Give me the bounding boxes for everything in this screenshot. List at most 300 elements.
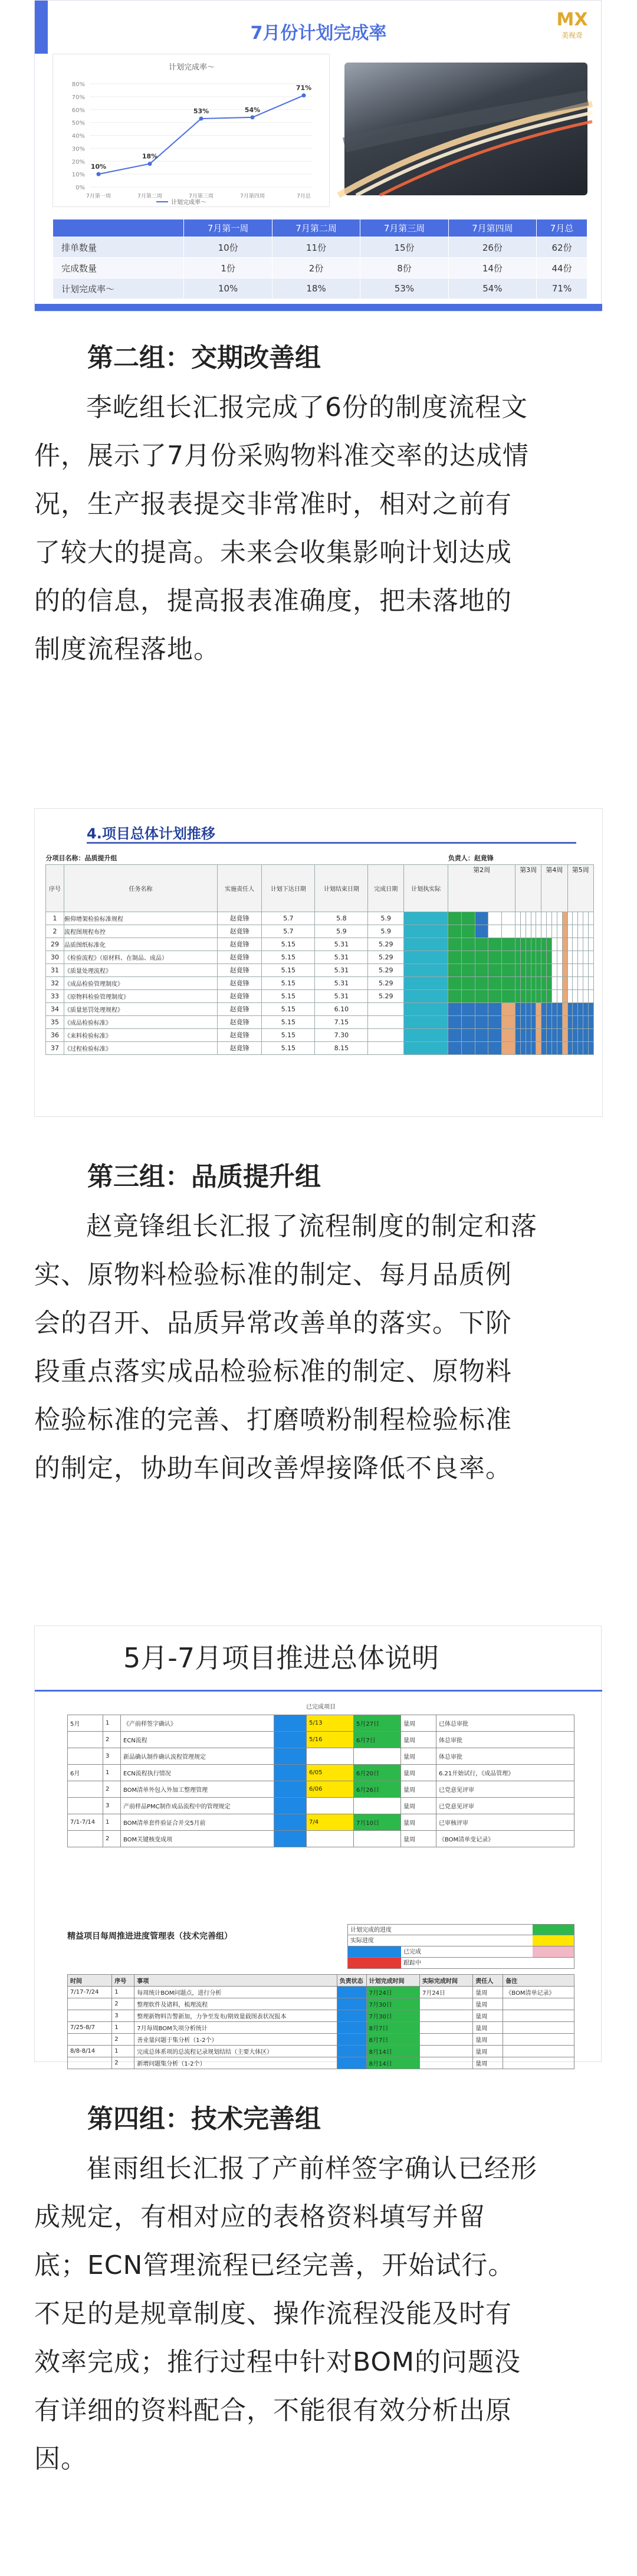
gantt-bar-cell <box>573 963 578 976</box>
gantt-bar-cell <box>462 989 475 1002</box>
gantt-bar-cell <box>557 938 562 951</box>
gantt-cell: 品质图纸标准化 <box>64 938 218 951</box>
gantt-bar-cell <box>462 1041 475 1054</box>
progress-cell <box>337 1998 366 2010</box>
progress-header: 时间 <box>68 1975 112 1987</box>
bar-cell <box>274 1764 307 1781</box>
progress-cell <box>337 2022 366 2034</box>
table-cell: 8份 <box>360 258 448 278</box>
progress-header: 负责状态 <box>337 1975 366 1987</box>
progress-cell: 量周 <box>473 1998 503 2010</box>
gantt-bar-cell <box>515 963 520 976</box>
gantt-bar-cell <box>573 951 578 963</box>
section2-body <box>34 384 603 674</box>
section4-line: 不足的是规章制度、操作流程没能及时有 <box>34 2299 512 2329</box>
progress-cell: 每周统计BOM问题点，进行分析 <box>134 1987 337 1998</box>
table-row <box>53 237 587 258</box>
gantt-cell: 5.7 <box>262 925 315 938</box>
gantt-bar-cell <box>475 912 488 925</box>
gantt-cell: 30 <box>46 951 64 963</box>
progress-cell: 整理软件及诸料，梳理流程 <box>134 1998 337 2010</box>
gantt-bar-cell <box>515 938 520 951</box>
gantt-bar-cell <box>448 925 462 938</box>
section4-line: 底；ECN管理流程已经完善，开始试行。 <box>34 2250 515 2280</box>
progress-header: 责任人 <box>473 1975 503 1987</box>
gantt-bar-cell <box>578 1028 583 1041</box>
note-cell: 已党意见评审 <box>436 1797 574 1814</box>
gantt-bar-cell <box>557 1015 562 1028</box>
gantt-bar-cell <box>562 963 567 976</box>
index-cell: 1 <box>103 1814 121 1830</box>
gantt-cell: 31 <box>46 963 64 976</box>
table-header <box>53 219 184 237</box>
gantt-cell: 流程图规程布控 <box>64 925 218 938</box>
gantt-bar-cell <box>526 938 531 951</box>
gantt-bar-cell <box>475 976 488 989</box>
progress-row <box>68 2046 574 2057</box>
x-tick-label: 7月第四周 <box>240 194 265 199</box>
table-cell: 15份 <box>360 237 448 258</box>
gantt-cell: 《来料检验标准》 <box>64 1028 218 1041</box>
progress-cell: 2 <box>112 2057 134 2069</box>
gantt-cell: 5.15 <box>262 1028 315 1041</box>
gantt-bar-cell <box>448 951 462 963</box>
gantt-cell: 5.29 <box>368 938 404 951</box>
gantt-cell: 8.15 <box>315 1041 368 1054</box>
gantt-cell: 5.15 <box>262 1015 315 1028</box>
table-cell: 54% <box>448 278 536 299</box>
section4-line: 崔雨组长汇报了产前样签字确认已经形 <box>86 2154 537 2184</box>
gantt-bar-cell <box>567 1015 573 1028</box>
data-point <box>97 172 101 176</box>
x-tick-label: 7月总 <box>297 194 311 199</box>
progress-row <box>68 1987 574 1998</box>
date-cell: 7/4 <box>307 1814 354 1830</box>
gantt-bar-cell <box>567 951 573 963</box>
logo-mark: MX <box>556 9 588 30</box>
gantt-bar-cell <box>583 925 589 938</box>
gantt-bar-cell <box>536 1015 541 1028</box>
gantt-row <box>46 989 594 1002</box>
y-tick-label: 50% <box>71 120 85 127</box>
gantt-bar-cell <box>526 1041 531 1054</box>
gantt-cell: 5.31 <box>315 963 368 976</box>
completion-line-chart <box>52 54 330 207</box>
week-header: 第2周 <box>448 864 515 912</box>
gantt-bar-cell <box>583 912 589 925</box>
gantt-cell: 5.31 <box>315 989 368 1002</box>
gantt-bar-cell <box>557 989 562 1002</box>
slide-title: 4.项目总体计划推移 <box>87 825 215 842</box>
gantt-cell: 5.31 <box>315 938 368 951</box>
y-tick-label: 60% <box>71 107 85 114</box>
gantt-cell: 赵竟锋 <box>217 1002 261 1015</box>
table-row <box>53 258 587 278</box>
progress-cell: 8/8-8/14 <box>68 2046 112 2057</box>
gantt-bar-cell <box>583 1028 589 1041</box>
gantt-bar-cell <box>515 989 520 1002</box>
gantt-cell <box>368 1015 404 1028</box>
section4-heading: 第四组：技术完善组 <box>87 2104 321 2134</box>
progress-cell <box>68 1998 112 2010</box>
gantt-bar-cell <box>536 925 541 938</box>
gantt-cell: 5.29 <box>368 951 404 963</box>
progress-cell <box>68 2034 112 2046</box>
gantt-bar-cell <box>589 1002 594 1015</box>
progress-cell <box>419 2034 472 2046</box>
sub-table-title: 精益项目每周推进进度管理表（技术完善组） <box>67 1932 232 1941</box>
progress-cell: 7/17-7/24 <box>68 1987 112 1998</box>
gantt-bar-cell <box>502 925 515 938</box>
gantt-bar-cell <box>573 1041 578 1054</box>
table-header: 7月第二周 <box>272 219 360 237</box>
period-cell: 6月 <box>68 1764 103 1781</box>
gantt-bar-cell <box>541 1002 547 1015</box>
gantt-bar-cell <box>448 1041 462 1054</box>
gantt-bar-cell <box>536 976 541 989</box>
y-tick-label: 10% <box>71 172 85 179</box>
item-cell: BOM清单套件验证合并交5月前 <box>121 1814 274 1830</box>
gantt-bar-cell <box>515 925 520 938</box>
logo-text: 美视奇 <box>561 31 583 40</box>
plan-completion-slide <box>34 0 602 312</box>
table-header: 7月第四周 <box>448 219 536 237</box>
progress-cell: 整理新物料告警新加，力争至发布/期效量载图表状况报本 <box>134 2010 337 2022</box>
gantt-cell: 5.15 <box>262 938 315 951</box>
section3-line: 会的召开、品质异常改善单的落实。下阶 <box>34 1308 512 1338</box>
period-cell <box>68 1781 103 1797</box>
weekly-plan-table <box>52 219 587 299</box>
gantt-bar-cell <box>475 1015 488 1028</box>
progress-cell <box>503 1998 574 2010</box>
gantt-bar-cell <box>573 925 578 938</box>
section4-line: 效率完成；推行过程中针对BOM的问题没 <box>34 2347 521 2377</box>
gantt-bar-cell <box>515 951 520 963</box>
gantt-bar-cell <box>462 963 475 976</box>
gantt-bar-cell <box>531 1002 536 1015</box>
progress-cell: 7月30日 <box>366 1998 419 2010</box>
table-cell: 10% <box>184 278 272 299</box>
gantt-bar-cell <box>475 951 488 963</box>
gantt-bar-cell <box>488 938 502 951</box>
gantt-bar-cell <box>557 976 562 989</box>
section2-line: 的的信息，提高报表准确度，把未落地的 <box>34 586 512 616</box>
project-summary-slide <box>34 1625 602 2067</box>
gantt-bar-cell <box>547 951 552 963</box>
y-tick-label: 70% <box>71 94 85 101</box>
gantt-cell <box>368 1028 404 1041</box>
data-point <box>302 93 306 97</box>
period-cell <box>68 1797 103 1814</box>
gantt-bar-cell <box>462 925 475 938</box>
gantt-bar-cell <box>520 1028 526 1041</box>
status-cell <box>404 912 448 925</box>
table-cell: 44份 <box>537 258 587 278</box>
gantt-cell: 32 <box>46 976 64 989</box>
gantt-bar-cell <box>475 989 488 1002</box>
status-cell <box>404 989 448 1002</box>
progress-cell <box>503 2057 574 2069</box>
gantt-bar-cell <box>536 951 541 963</box>
gantt-cell: 《检验流程》（原材料、在制品、成品） <box>64 951 218 963</box>
gantt-cell: 2 <box>46 925 64 938</box>
gantt-bar-cell <box>589 951 594 963</box>
progress-cell: 完成总体系项的总流程记录规划结结（主要大体区） <box>134 2046 337 2057</box>
date-cell: 5/13 <box>307 1715 354 1731</box>
gantt-bar-cell <box>567 989 573 1002</box>
gantt-bar-cell <box>488 976 502 989</box>
gantt-bar-cell <box>547 1028 552 1041</box>
table-cell: 10份 <box>184 237 272 258</box>
progress-cell <box>503 2034 574 2046</box>
progress-cell <box>503 2046 574 2057</box>
gantt-bar-cell <box>562 912 567 925</box>
gantt-bar-cell <box>502 989 515 1002</box>
gantt-bar-cell <box>536 1028 541 1041</box>
gantt-row <box>46 963 594 976</box>
gantt-cell: 5.9 <box>368 925 404 938</box>
gantt-bar-cell <box>557 1002 562 1015</box>
gantt-cell: 《质量惩罚处理规程》 <box>64 1002 218 1015</box>
note-cell: 体总审批 <box>436 1731 574 1748</box>
chart-svg <box>53 54 330 208</box>
table-cell: 14份 <box>448 258 536 278</box>
project-plan-slide <box>34 808 603 1117</box>
gantt-bar-cell <box>515 976 520 989</box>
table-row <box>53 278 587 299</box>
gantt-bar-cell <box>583 1015 589 1028</box>
gantt-cell: 赵竟锋 <box>217 963 261 976</box>
gantt-bar-cell <box>541 951 547 963</box>
gantt-bar-cell <box>448 1015 462 1028</box>
progress-cell: 量周 <box>473 1987 503 1998</box>
gantt-bar-cell <box>502 1028 515 1041</box>
gantt-bar-cell <box>536 963 541 976</box>
gantt-bar-cell <box>488 1041 502 1054</box>
gantt-bar-cell <box>547 963 552 976</box>
gantt-bar-cell <box>531 976 536 989</box>
section4-line: 因。 <box>34 2444 87 2474</box>
gantt-bar-cell <box>531 912 536 925</box>
gantt-bar-cell <box>567 925 573 938</box>
owner-name: 赵竟锋 <box>474 854 494 862</box>
section3-line: 段重点落实成品检验标准的制定、原物料 <box>34 1356 512 1387</box>
completed-projects-table <box>67 1698 574 1847</box>
gantt-bar-cell <box>475 963 488 976</box>
gantt-bar-cell <box>541 976 547 989</box>
gantt-bar-cell <box>567 963 573 976</box>
progress-row <box>68 2034 574 2046</box>
group-label: 分项目名称：品质提升组 <box>45 854 117 862</box>
gantt-cell: 5.7 <box>262 912 315 925</box>
status-cell <box>404 1028 448 1041</box>
legend-actual: 实际进度 <box>350 1938 374 1944</box>
gantt-bar-cell <box>562 1015 567 1028</box>
gantt-header: 计划下达日期 <box>262 864 315 912</box>
progress-cell: 7/25-8/7 <box>68 2022 112 2034</box>
gantt-cell: 5.9 <box>368 912 404 925</box>
gantt-bar-cell <box>547 989 552 1002</box>
gantt-bar-cell <box>531 1041 536 1054</box>
gantt-bar-cell <box>552 912 557 925</box>
gantt-cell: 《成品检验标准》 <box>64 1015 218 1028</box>
gantt-bar-cell <box>448 1002 462 1015</box>
gantt-cell: 俯仰增架检验标准规程 <box>64 912 218 925</box>
gantt-bar-cell <box>520 963 526 976</box>
highway-night-photo <box>344 63 587 195</box>
table-header: 7月第三周 <box>360 219 448 237</box>
progress-cell: 7月30日 <box>366 2010 419 2022</box>
gantt-bar-cell <box>578 925 583 938</box>
gantt-cell: 5.15 <box>262 951 315 963</box>
gantt-bar-cell <box>578 938 583 951</box>
period-cell <box>68 1731 103 1748</box>
section3-line: 检验标准的完善、打磨喷粉制程检验标准 <box>34 1405 512 1435</box>
table-cell: 1份 <box>184 258 272 278</box>
gantt-header: 实施责任人 <box>217 864 261 912</box>
note-cell: 已党意见评审 <box>436 1781 574 1797</box>
progress-cell: 7月24日 <box>366 1987 419 1998</box>
gantt-bar-cell <box>462 912 475 925</box>
date-cell: 6/06 <box>307 1781 354 1797</box>
owner-cell: 量周 <box>401 1781 436 1797</box>
gantt-bar-cell <box>567 1028 573 1041</box>
legend-tracking: 跟踪中 <box>403 1960 421 1967</box>
date-cell <box>307 1830 354 1847</box>
gantt-bar-cell <box>583 951 589 963</box>
gantt-cell: 5.29 <box>368 976 404 989</box>
title-underline <box>35 1690 602 1692</box>
gantt-cell: 5.15 <box>262 1041 315 1054</box>
gantt-cell: 6.10 <box>315 1002 368 1015</box>
gantt-bar-cell <box>531 1015 536 1028</box>
completed-label: 已完成项目 <box>306 1704 336 1711</box>
gantt-bar-cell <box>589 938 594 951</box>
gantt-bar-cell <box>488 912 502 925</box>
gantt-cell: 赵竟锋 <box>217 951 261 963</box>
index-cell: 3 <box>103 1797 121 1814</box>
x-tick-label: 7月第二周 <box>137 194 162 199</box>
gantt-cell: 《过程检验标准》 <box>64 1041 218 1054</box>
item-cell: 新品确认制作确认流程管理规定 <box>121 1748 274 1764</box>
gantt-bar-cell <box>448 989 462 1002</box>
gantt-bar-cell <box>448 963 462 976</box>
progress-cell: 1 <box>112 2046 134 2057</box>
gantt-cell: 5.15 <box>262 1002 315 1015</box>
gantt-bar-cell <box>547 1015 552 1028</box>
gantt-bar-cell <box>552 963 557 976</box>
gantt-bar-cell <box>448 976 462 989</box>
note-cell: 6.21开始试行，《成品管理》 <box>436 1764 574 1781</box>
gantt-bar-cell <box>448 1028 462 1041</box>
row-label: 排单数量 <box>53 237 184 258</box>
gantt-bar-cell <box>536 989 541 1002</box>
date-cell: 6月20日 <box>354 1764 401 1781</box>
gantt-bar-cell <box>488 1015 502 1028</box>
gantt-cell: 5.15 <box>262 976 315 989</box>
date-cell: 5/16 <box>307 1731 354 1748</box>
gantt-bar-cell <box>526 1015 531 1028</box>
gantt-header: 任务名称 <box>64 864 218 912</box>
progress-cell: 新增问题集分析（1-2个） <box>134 2057 337 2069</box>
status-cell <box>404 976 448 989</box>
gantt-bar-cell <box>573 938 578 951</box>
gantt-cell: 赵竟锋 <box>217 989 261 1002</box>
item-cell: ECN流程 <box>121 1731 274 1748</box>
gantt-bar-cell <box>526 1028 531 1041</box>
index-cell: 2 <box>103 1781 121 1797</box>
gantt-cell: 5.9 <box>315 925 368 938</box>
gantt-bar-cell <box>520 925 526 938</box>
table-cell: 71% <box>537 278 587 299</box>
gantt-bar-cell <box>520 1002 526 1015</box>
weekly-progress-table <box>67 1974 574 2069</box>
gantt-row <box>46 1015 594 1028</box>
gantt-bar-cell <box>567 1041 573 1054</box>
gantt-bar-cell <box>578 951 583 963</box>
owner-cell: 量周 <box>401 1764 436 1781</box>
gantt-bar-cell <box>502 1041 515 1054</box>
gantt-bar-cell <box>520 989 526 1002</box>
gantt-cell: 赵竟锋 <box>217 1015 261 1028</box>
gantt-cell: 赵竟锋 <box>217 938 261 951</box>
row-label: 计划完成率～ <box>53 278 184 299</box>
gantt-bar-cell <box>488 951 502 963</box>
progress-cell <box>503 2022 574 2034</box>
gantt-cell: 5.8 <box>315 912 368 925</box>
gantt-bar-cell <box>589 912 594 925</box>
note-cell: 已审核评审 <box>436 1814 574 1830</box>
gantt-bar-cell <box>573 1002 578 1015</box>
status-cell <box>404 1015 448 1028</box>
table-cell: 18% <box>272 278 360 299</box>
gantt-cell: 34 <box>46 1002 64 1015</box>
gantt-bar-cell <box>578 912 583 925</box>
data-point <box>199 117 203 121</box>
section3-line: 赵竟锋组长汇报了流程制度的制定和落 <box>86 1211 537 1241</box>
gantt-bar-cell <box>573 912 578 925</box>
gantt-bar-cell <box>562 1002 567 1015</box>
progress-header: 实际完成时间 <box>419 1975 472 1987</box>
gantt-table <box>45 851 594 1055</box>
gantt-header: 计划执实际 <box>404 864 448 912</box>
gantt-bar-cell <box>547 1041 552 1054</box>
data-label: 71% <box>295 84 312 92</box>
gantt-bar-cell <box>573 976 578 989</box>
progress-cell: 7月每周BOM失项分析统计 <box>134 2022 337 2034</box>
gantt-cell: 1 <box>46 912 64 925</box>
legend-label: 计划完成率～ <box>171 199 206 206</box>
gantt-cell: 33 <box>46 989 64 1002</box>
gantt-bar-cell <box>462 1028 475 1041</box>
gantt-cell: 赵竟锋 <box>217 925 261 938</box>
y-tick-label: 40% <box>71 133 85 140</box>
gantt-bar-cell <box>557 963 562 976</box>
data-label: 54% <box>244 106 261 114</box>
gantt-bar-cell <box>541 912 547 925</box>
gantt-bar-cell <box>567 912 573 925</box>
gantt-cell: 36 <box>46 1028 64 1041</box>
progress-cell <box>337 2057 366 2069</box>
gantt-bar-cell <box>562 989 567 1002</box>
section2-heading: 第二组：交期改善组 <box>87 343 321 373</box>
gantt-cell: 《质量处理流程》 <box>64 963 218 976</box>
index-cell: 2 <box>103 1830 121 1847</box>
gantt-cell: 7.15 <box>315 1015 368 1028</box>
gantt-cell: 《成品检验管理制度》 <box>64 976 218 989</box>
gantt-bar-cell <box>552 1002 557 1015</box>
note-cell: 已体总审批 <box>436 1715 574 1731</box>
